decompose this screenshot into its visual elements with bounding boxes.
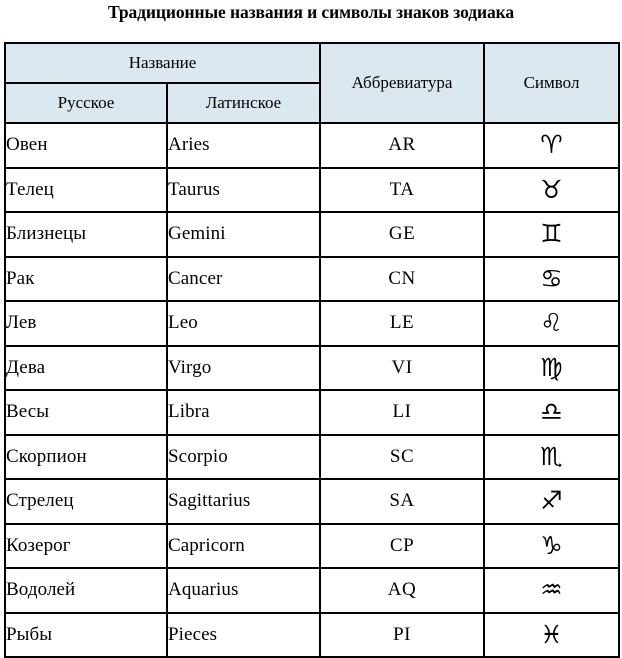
cell-symbol [484,346,619,391]
cell-name-russian: Водолей [5,568,167,613]
cell-name-latin: Aquarius [167,568,320,613]
cell-abbreviation: PI [320,613,484,658]
column-header-abbreviation: Аббревиатура [320,43,484,123]
cell-name-latin: Cancer [167,257,320,302]
table-row [5,613,619,658]
cell-symbol [484,390,619,435]
cell-symbol [484,168,619,213]
scorpio-symbol-icon: ♏ [540,441,563,471]
column-header-name-latin: Латинское [167,83,320,123]
cell-name-russian: Козерог [5,524,167,569]
cell-name-russian: Близнецы [5,212,167,257]
cell-name-russian: Дева [5,346,167,391]
table-row [5,346,619,391]
libra-symbol-icon: ♎ [540,397,563,427]
table-row [5,435,619,480]
column-header-name-group: Название [5,43,320,83]
cancer-symbol-icon: ♋ [540,263,563,293]
column-header-name-russian: Русское [5,83,167,123]
cell-abbreviation: LI [320,390,484,435]
cell-abbreviation: TA [320,168,484,213]
table-row [5,123,619,168]
cell-symbol [484,301,619,346]
capricorn-symbol-icon: ♑ [540,530,563,560]
cell-name-latin: Sagittarius [167,479,320,524]
cell-name-latin: Capricorn [167,524,320,569]
cell-symbol [484,613,619,658]
cell-name-latin: Leo [167,301,320,346]
cell-abbreviation: AR [320,123,484,168]
cell-name-russian: Овен [5,123,167,168]
table-body [5,123,619,657]
leo-symbol-icon: ♌ [540,308,563,338]
cell-abbreviation: LE [320,301,484,346]
cell-name-russian: Весы [5,390,167,435]
gemini-symbol-icon: ♊ [540,219,563,249]
cell-name-latin: Virgo [167,346,320,391]
header-row-primary [5,43,619,83]
cell-abbreviation: AQ [320,568,484,613]
cell-abbreviation: SC [320,435,484,480]
aries-symbol-icon: ♈ [540,130,563,160]
cell-symbol [484,524,619,569]
cell-name-latin: Pieces [167,613,320,658]
cell-name-latin: Taurus [167,168,320,213]
table-row [5,301,619,346]
zodiac-table-container [4,42,618,649]
cell-name-latin: Scorpio [167,435,320,480]
cell-symbol [484,568,619,613]
cell-symbol [484,435,619,480]
cell-name-latin: Aries [167,123,320,168]
page-title: Традиционные названия и символы знаков зодиака [107,2,514,22]
cell-abbreviation: GE [320,212,484,257]
cell-abbreviation: VI [320,346,484,391]
table-row [5,168,619,213]
cell-name-russian: Телец [5,168,167,213]
aquarius-symbol-icon: ♒ [540,575,563,605]
cell-name-russian: Скорпион [5,435,167,480]
cell-symbol [484,212,619,257]
cell-name-russian: Рыбы [5,613,167,658]
sagittarius-symbol-icon: ♐ [540,486,563,516]
table-row [5,568,619,613]
cell-name-latin: Libra [167,390,320,435]
pisces-symbol-icon: ♓ [540,619,563,649]
table-row [5,479,619,524]
table-row [5,212,619,257]
cell-name-latin: Gemini [167,212,320,257]
cell-abbreviation: CN [320,257,484,302]
cell-abbreviation: CP [320,524,484,569]
column-header-symbol: Символ [484,43,619,123]
cell-symbol [484,479,619,524]
cell-name-russian: Рак [5,257,167,302]
virgo-symbol-icon: ♍ [540,352,563,382]
cell-abbreviation: SA [320,479,484,524]
table-row [5,390,619,435]
cell-name-russian: Стрелец [5,479,167,524]
cell-symbol [484,123,619,168]
cell-name-russian: Лев [5,301,167,346]
table-header [5,43,619,123]
cell-symbol [484,257,619,302]
table-row [5,524,619,569]
table-row [5,257,619,302]
zodiac-table [4,42,620,658]
taurus-symbol-icon: ♉ [540,174,563,204]
